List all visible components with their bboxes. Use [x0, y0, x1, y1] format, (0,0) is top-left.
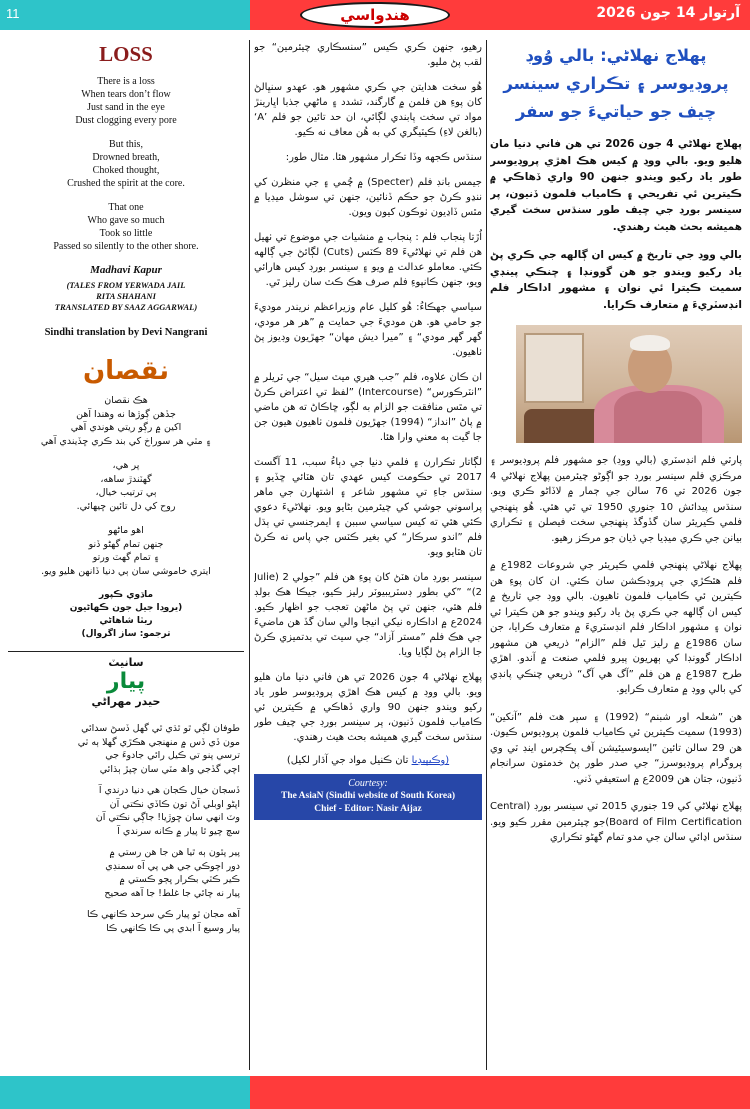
- paragraph: هُو سخت هدايتن جي ڪري مشهور هو. عهدو سنڀالڻ کان پوءِ هن فلمن ۾ گارگند، تشدد ۽ ماڻهي جذبا اڀارينڙ مواد تي سخت پابندي لڳائي، ان حد تائين جو فلم ’A‘ (بالغن لاءِ) ڪيٽيگري کي به هُن معاف نه ڪيو.: [254, 82, 482, 138]
- poem-line: پيار نه چائي جا غلط! جا آهه صحيح: [104, 887, 240, 899]
- poem-stanza: [12, 722, 240, 776]
- paragraph: پهلاج نهلاڻي کي 19 جنوري 2015 تي سينسر بورڊ (Central Board of Film Certification)جو چيئرمين مقرر ڪيو ويو. سنڌس اڍائي سالن جي مدو تمام گهڻو تڪراري: [490, 801, 742, 843]
- poem-line: Dust clogging every pore: [75, 115, 177, 126]
- header-teal-band: [0, 0, 250, 30]
- sonnet-kicker: سانيٽ: [108, 656, 144, 669]
- poem-line: طوفان لڳي ٿو ٿڌي ٿي گهل ڏسڻ سدائي: [81, 723, 240, 734]
- poem-stanza: [12, 908, 240, 935]
- poem-line: Passed so silently to the other shore.: [53, 241, 199, 252]
- paragraph: سنڌس ڪجهه وڏا تڪرار مشهور هئا. مثال طور:: [285, 152, 482, 163]
- translation-note: Sindhi translation by Devi Nangrani: [44, 327, 208, 338]
- credit-line: (TALES FROM YERWADA JAIL: [66, 280, 186, 290]
- paragraph: هن ”شعلہ اور شبنم“ (1992) ۽ سپر هٽ فلم ”آنکين“ (1993) سميت ڪيترين ئي ڪامياب فلمون پروڊيوس ڪيون. هن 29 سالن تائين ”ايسوسيئيشن آف پڪچرس اينڊ ٽي وي پروگرام پروڊيوسرز“ جي صدر طور پڻ خدمتون سرانجام ڏنيون، جتان هن 2009ع ۾ استعيفي ڏني.: [490, 711, 742, 785]
- source-note-text: تان ڪنيل مواد جي آڌار لکيل): [286, 755, 409, 766]
- column-rule-left: [249, 40, 250, 1070]
- story-headline: پهلاج نهلاڻي: بالي وُوڊ پروڊيوسر ۽ تڪراري سينسر چيف جو حياتيءَ جو سفر: [503, 46, 729, 121]
- poem-line: ڏسجان خيال ڪجان هي دنيا درندي آ: [98, 785, 240, 796]
- poem-line: اهو ماڻهو: [108, 525, 144, 536]
- poem-line: پير پٿون ٻه ٿيا هن جا هن رستي ۾: [109, 847, 240, 858]
- poem-line: Drowned breath,: [92, 152, 160, 163]
- paragraph: سينسر بورڊ مان هٽڻ کان پوءِ هن فلم ”جولي 2 (Julie 2)“ ”کي بطور ڊسٽريبيوٽر رليز ڪيو، جيڪا هڪ بولڊ فلم هئي، جنهن تي پڻ ماڻهن تعجب جو اظهار ڪيو. 2024ع ۾ اداڪاره نيکي انيجا والي سان گڏ هن ماضيءَ جي هڪ فلم ”مستر آزاد“ جي سيٽ تي بدتميزي ڪرڻ جا الزام پڻ لڳايا ويا.: [254, 572, 482, 658]
- lead-paragraph: پهلاج نهلاڻي 4 جون 2026 تي هن فاني دنيا مان هليو ويو. بالي ووڊ ۾ کيس هڪ اهڙي پروڊيوسر طور ياد رکيو ويندو جنهن 90 واري ڏهاڪي ۾ ڪيترين ئي تفريحي ۽ ڪامياب فلمون ڏنيون، پر سينسر بورڊ جي چيف طور سنڌس سخت گيري هميشه بحث هيٺ رهندي.: [490, 138, 742, 233]
- paragraph: لڳاتار تڪرارن ۽ فلمي دنيا جي دٻاءُ سبب، 11 آگسٽ 2017 تي حڪومت کيس عهدي تان هٽائي ڇڏيو ۽ سنڌس جاءِ تي مشهور شاعر ۽ اشتهارن جي ماهر پراسوني جوشي کي چيئرمين بڻايو ويو. نهلاڻيءَ دعوي ڪئي هئي ته کيس سياسي سببن ۽ ايمرجنسي تي ٻڌل فلم ”اندو سرڪار“ کي بغير ڪٽس جي پاس نه ڪرڻ تان هٽايو ويو.: [254, 457, 482, 558]
- credit-line: (يروڊا جيل جون ڪهاڻيون: [69, 603, 183, 613]
- poem-stanza: [8, 201, 244, 253]
- courtesy-source: The AsiaN (Sindhi website of South Korea): [280, 791, 455, 801]
- poem-line: Took so little: [99, 228, 153, 239]
- paragraph: اُڙتا پنجاب فلم : پنجاب ۾ منشيات جي موضوع تي ٺهيل هن فلم تي نهلاڻيءَ 89 ڪٽس (Cuts) لڳائڻ جي ڳالهه ڪئي. معاملو عدالت ۾ ويو ۽ سينسر بورڊ کيس هارائي ويو، جنهن ڪانپوءِ فلم صرف هڪ ڪٽ سان رليز ٿي.: [254, 232, 482, 288]
- poem-line: That one: [108, 202, 144, 213]
- poem-credit-en: [8, 280, 244, 313]
- paragraph: سياسي جهڪاءُ: هُو کليل عام وزيراعظم نريندر موديءَ جو حامي هو. هن موديءَ جي حمايت ۾ ”هر هر مودي، گهر گهر مودي“ ۽ ”ميرا ديش مهان“ جهڙيون وڊيوز پڻ ٺاهيون.: [254, 302, 482, 358]
- poem-credit-sd: [8, 589, 244, 641]
- courtesy-label: Courtesy:: [348, 778, 388, 789]
- poet-name-sd: ماڌوي ڪپور: [98, 590, 154, 600]
- poem-stanza: [8, 394, 244, 448]
- poem-line: Choked thought,: [92, 165, 160, 176]
- poem-line: اچي گڏجي واھ مٽي سان چپڙ ٻڌائي: [99, 763, 240, 775]
- poem-line: سچ چيو ٿا پيار ۾ ڪانه سرندي آ: [117, 825, 240, 837]
- story-body: [490, 453, 742, 846]
- paragraph: ان ڪان علاوه، فلم ”جب هيري ميٽ سيل“ جي ٽريلر ۾ ”انٽرڪورس“ (Intercourse) ”لفظ تي اعتراض ڪرڻ تي مٿس منافقت جو الزام به لڳو، ڇاڪاڻ ته هن ماضي ۾ پاڻ ”انداز“ (1994) جهڙيون فلمون ٺاهيون هيون جن جا گيت ٻه معني وارا هئا.: [254, 372, 482, 443]
- main-story-column: [490, 40, 742, 1072]
- courtesy-editor: Chief - Editor: Nasir Aijaz: [314, 804, 422, 814]
- poem-line: There is a loss: [97, 76, 155, 87]
- poem-line: جنهن تمام گهڻو ڏنو: [88, 538, 164, 550]
- sonnet-title: پيار: [106, 669, 146, 694]
- poem-line: وٽ انهي سان ڇوڙيا! جاڳي نڪتي آن: [95, 812, 240, 823]
- poem-stanza: [8, 138, 244, 190]
- poems-column: [8, 40, 244, 1072]
- poem-line: پيار وسيع آ ابدي پي ڪا ڪانهي ڪا: [106, 922, 240, 934]
- poem-line: ۽ مٽي هر سوراخ کي بند ڪري ڇڏيندي آهي: [40, 435, 212, 447]
- photo-window: [524, 333, 584, 403]
- poem-line: ترسي پنو تي ڪيل رائي جادوءَ جي: [105, 750, 240, 761]
- poem-stanza: [8, 524, 244, 578]
- poem-line: ۽ تمام گهٽ ورتو: [92, 552, 160, 563]
- newspaper-logo: هندواسي: [300, 2, 450, 28]
- poem-line: Crushed the spirit at the core.: [67, 178, 185, 189]
- poem-line: پر هي،: [112, 460, 140, 471]
- poem-body-en: [8, 75, 244, 253]
- page-number: 11: [6, 6, 20, 21]
- story-lead: [490, 136, 742, 313]
- poem-line: مون ڏي ڏس ۾ منهنجي هڪڙي گهلا ٻه ٽي: [77, 736, 240, 748]
- poem-stanza: [8, 75, 244, 127]
- poem-stanza: [8, 459, 244, 513]
- poem-stanza: [12, 846, 240, 900]
- poem-line: ڪير ڪٽي بڪرار ڀڄو ڪستي ۾: [119, 874, 240, 885]
- issue-date: آرتوار 14 جون 2026: [596, 5, 740, 21]
- footer-red-band: [250, 1076, 750, 1109]
- column-rule-right: [486, 40, 487, 1070]
- portrait-photo: [516, 325, 742, 443]
- poem-line: But this,: [109, 139, 143, 150]
- lead-paragraph: بالي ووڊ جي تاريخ ۾ کيس ان ڳالهه جي ڪري پڻ ياد رکيو ويندو جو هن گوونڊا ۽ چنڪي پينڊي سميت ڪيترا ئي نوان ۽ مشهور اداڪار فلم انڊسٽريءَ ۾ متعارف ڪرايا.: [490, 249, 742, 311]
- sonnet-body: [8, 722, 244, 935]
- footer-teal-band: [0, 1076, 250, 1109]
- poem-line: When tears don’t flow: [81, 89, 171, 100]
- credit-line: ترجمو: ساز اگروال): [81, 629, 171, 639]
- article-continuation: [254, 40, 482, 745]
- poem-title-en: LOSS: [99, 42, 153, 66]
- poem-line: گهٽندڙ ساهه،: [100, 473, 152, 485]
- source-note: [254, 755, 482, 766]
- section-divider: [8, 651, 244, 652]
- credit-line: RITA SHAHANI: [96, 291, 156, 301]
- poem-line: اپڻو اوبلي آڻ تون ڪاڏي نڪتي آن: [109, 798, 240, 810]
- paragraph: پهلاج نهلاڻي پنهنجي فلمي ڪيريئر جي شروعات 1982ع ۾ فلم هٿڪڙي جي پروڊڪشن سان ڪئي. ان کان پوءِ هن ڪيترين ئي ڪامياب فلمون ٺاهيون. بالي ووڊ جي تاريخ ۾ کيس ان ڳالهه جي ڪري پڻ ياد رکيو ويندو جو هن ڪيترا ئي نوان ۽ مشهور اداڪار فلم انڊسٽريءَ ۾ متعارف ڪرايا، جن سان 1986ع ۾ رليز ٿيل فلم ”الزام“ ذريعي هن مشهور اداڪار گوونڊا کي ٻهريون پيرو فلمي صنعت ۾ آندو. اهڙي طرح 1987ع ۾ هن فلم ”آگ هي آگ“ ذريعي چنڪي پانڊي کي بالي ووڊ ۾ متعارف ڪرايو.: [490, 560, 742, 695]
- poem-line: اکين ۾ رڳو ريتي هوندي آهي: [70, 422, 182, 433]
- courtesy-box: [254, 774, 482, 820]
- poem-line: دور اچوڪي جي هي پي آه سمنڊي: [105, 860, 240, 872]
- poem-line: روح کي دل تائين ڇيهائي.: [76, 500, 176, 512]
- poem-stanza: [12, 784, 240, 838]
- poem-line: جڏهن ڳوڙها نه وهندا آهن: [76, 408, 176, 420]
- credit-line: TRANSLATED BY SAAZ AGGARWAL): [54, 302, 198, 312]
- poem-title-sd: نقصان: [82, 356, 170, 386]
- credit-line: ريٽا شاهاڻي: [99, 616, 153, 626]
- paragraph: جيمس بانڊ فلم (Specter) ۾ چُمي ۽ جي منظرن کي ننڍو ڪرڻ جو حڪم ڏنائين، جنهن تي سوشل ميڊيا ۾ مٿس ڏاڍيون ٺوڪون کيون ويون.: [254, 177, 482, 218]
- poem-body-sd: [8, 394, 244, 578]
- sonnet-poet: حيدر مهراڻي: [91, 695, 161, 708]
- paragraph: رهيو، جنهن ڪري ڪيس ”سنسڪاري چيئرمين“ جو لقب پڻ مليو.: [254, 42, 482, 68]
- poem-line: ايتري خاموشي سان ٻي دنيا ڏانهن هليو ويو.: [41, 565, 211, 577]
- poem-line: Just sand in the eye: [87, 102, 165, 113]
- poem-line: هڪ نقصان: [104, 395, 148, 406]
- photo-figure-shirt: [614, 391, 702, 443]
- paragraph: پارٽي فلم انڊسٽري (بالي ووڊ) جو مشهور فلم پروڊيوسر ۽ مرڪزي فلم سينسر بورڊ جو اڳوڻو چيئرمين پهلاج نهلاڻي 4 جون 2026 تي 76 سالن جي ڄمار ۾ لاڏاڻو ڪري ويو. سنڌس پيدائش 10 جنوري 1950 تي ٿي هئي. هُو پنهنجي فلمي ڪيريئر سان گڏوگڏ پنهنجي سخت فيصلن ۽ تڪراري بيانن جي ڪري ميڊيا جي ڌيان جو مرڪز رهيو.: [490, 455, 742, 544]
- poem-line: آهه مجان ٿو پيار ڪي سرحد ڪانهي ڪا: [87, 909, 240, 920]
- poet-name-en: Madhavi Kapur: [90, 264, 162, 276]
- paragraph: پهلاج نهلاڻي 4 جون 2026 تي هن فاني دنيا مان هليو ويو. بالي ووڊ ۾ کيس هڪ اهڙي پروڊيوسر طور ياد رکيو ويندو جنهن 90 واري ڏهاڪي ۾ ڪيترين ئي ڪامياب فلمون ڏنيون، پر سينسر بورڊ جي چيف طور سنڌس سخت گيري هميشه بحث هيٺ رهندي.: [254, 672, 482, 743]
- photo-chair: [524, 409, 604, 443]
- poem-line: ٻي ترتيب خيال،: [95, 487, 157, 498]
- article-continuation-column: [254, 40, 482, 1072]
- page-header: [0, 0, 750, 34]
- photo-figure-hair: [630, 335, 670, 351]
- wikipedia-link[interactable]: (وڪيپيڊيا: [411, 755, 450, 766]
- poem-line: Who gave so much: [87, 215, 165, 226]
